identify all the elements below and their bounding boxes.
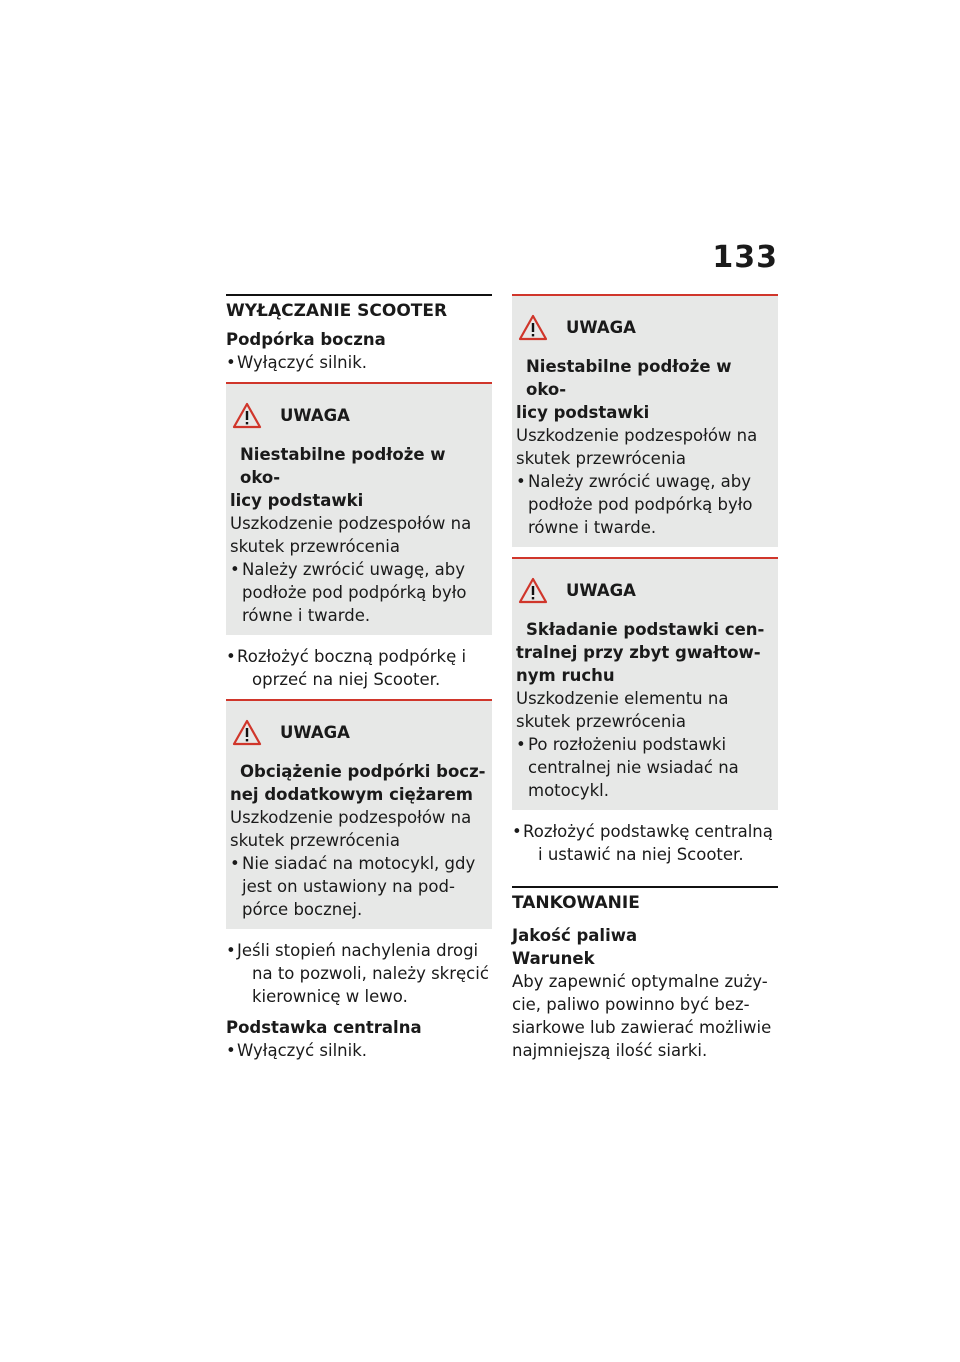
- warning-box-center-stand: [512, 557, 778, 810]
- bullet-dot: •: [226, 353, 236, 372]
- step-engine-off-2: • Wyłączyć silnik.: [226, 1041, 368, 1060]
- warning-title: Składanie podstawki cen- tralnej przy zbyt gwałtow- nym ruchu: [516, 620, 765, 685]
- subheading-center-stand: Podstawka centralna: [226, 1018, 422, 1037]
- bullet-dot: •: [226, 941, 236, 960]
- warning-instruction: • Należy zwrócić uwagę, aby podłoże pod podpórką było równe i twarde.: [230, 560, 467, 625]
- warning-text: Uszkodzenie podzespołów na skutek przewrócenia: [516, 426, 758, 468]
- step-unfold-center-stand: • Rozłożyć podstawkę centralną i ustawić na niej Scooter.: [512, 822, 773, 864]
- section-title-scooter-off: WYŁĄCZANIE SCOOTER: [226, 294, 492, 322]
- warning-label: UWAGA: [566, 581, 636, 600]
- page-number: 133: [712, 240, 778, 275]
- right-column: [512, 294, 778, 1062]
- warning-title: Obciążenie podpórki bocz- nej dodatkowym ciężarem: [230, 762, 486, 804]
- fuel-paragraph: Aby zapewnić optymalne zuży- cie, paliwo powinno być bez- siarkowe lub zawierać możliwie najmniejszą ilość siarki.: [512, 972, 772, 1060]
- warning-triangle-icon: [232, 402, 262, 429]
- left-column: [226, 294, 492, 1068]
- warning-title: Niestabilne podłoże w oko- licy podstawki: [230, 445, 446, 510]
- bullet-dot: •: [226, 647, 236, 666]
- warning-text: Uszkodzenie elementu na skutek przewrócenia: [516, 689, 729, 731]
- warning-label: UWAGA: [280, 723, 350, 742]
- warning-triangle-icon: [518, 314, 548, 341]
- warning-title: Niestabilne podłoże w oko- licy podstawki: [516, 357, 732, 422]
- warning-instruction: • Należy zwrócić uwagę, aby podłoże pod podpórką było równe i twarde.: [516, 472, 753, 537]
- warning-instruction: • Po rozłożeniu podstawki centralnej nie wsiadać na motocykl.: [516, 735, 739, 800]
- step-turn-handlebar: • Jeśli stopień nachylenia drogi na to pozwoli, należy skręcić kierownicę w lewo.: [226, 941, 489, 1006]
- warning-text: Uszkodzenie podzespołów na skutek przewrócenia: [230, 514, 472, 556]
- subheading-side-stand: Podpórka boczna: [226, 330, 386, 349]
- bullet-dot: •: [512, 822, 522, 841]
- warning-label: UWAGA: [280, 406, 350, 425]
- step-unfold-side-stand: • Rozłożyć boczną podpórkę i oprzeć na niej Scooter.: [226, 647, 467, 689]
- warning-instruction: • Nie siadać na motocykl, gdy jest on ustawiony na pod- pórce bocznej.: [230, 854, 476, 919]
- warning-text: Uszkodzenie podzespołów na skutek przewrócenia: [230, 808, 472, 850]
- subheading-condition: Warunek: [512, 949, 595, 968]
- section-title-refuelling: TANKOWANIE: [512, 886, 778, 914]
- warning-box-load: [226, 699, 492, 929]
- step-engine-off: • Wyłączyć silnik.: [226, 353, 368, 372]
- warning-box-unstable-ground: [226, 382, 492, 635]
- warning-triangle-icon: [518, 577, 548, 604]
- warning-label: UWAGA: [566, 318, 636, 337]
- warning-box-unstable-ground-2: [512, 294, 778, 547]
- bullet-dot: •: [226, 1041, 236, 1060]
- subheading-fuel-quality: Jakość paliwa: [512, 926, 638, 945]
- warning-triangle-icon: [232, 719, 262, 746]
